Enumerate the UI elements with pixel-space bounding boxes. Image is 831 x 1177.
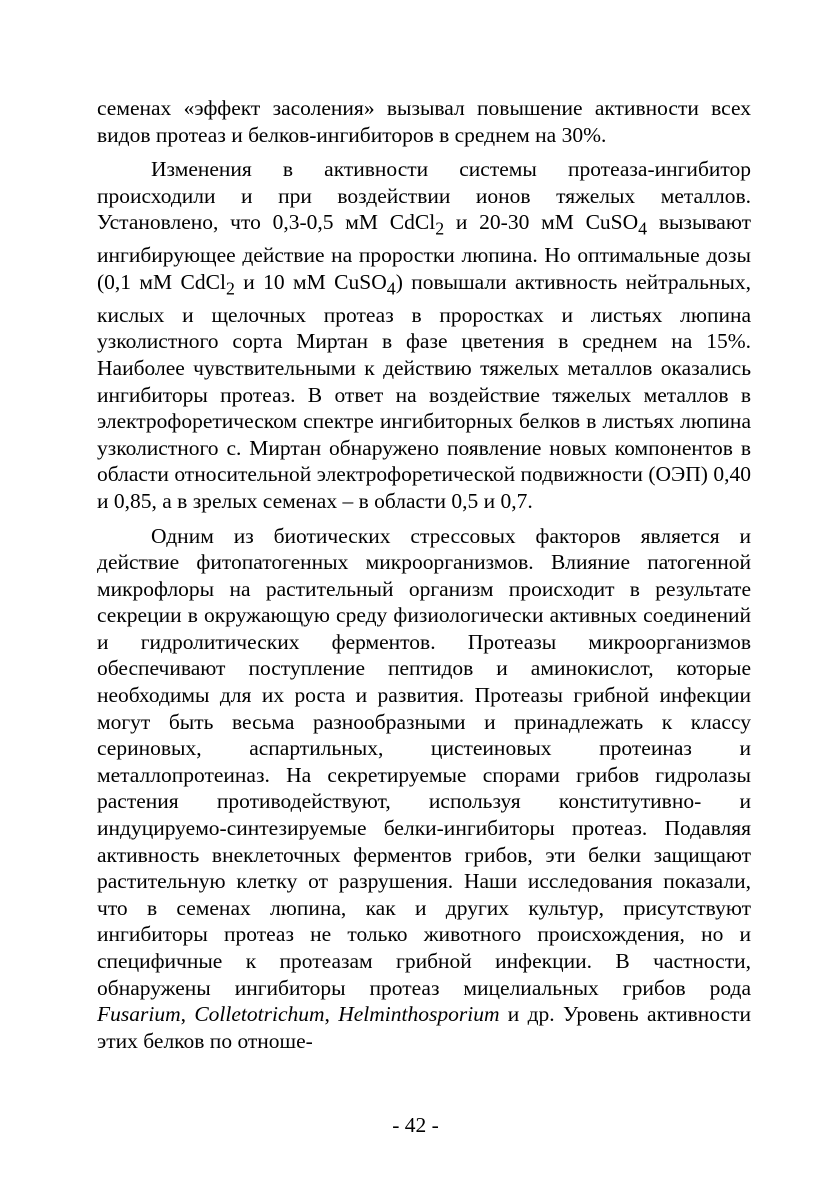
paragraph-3-text-b: и др. Уровень активности этих белков по отноше-: [97, 1002, 752, 1053]
subscript: 2: [225, 278, 235, 299]
subscript: 4: [638, 218, 648, 239]
page-number: - 42 -: [392, 1113, 439, 1137]
subscript: 4: [386, 278, 396, 299]
separator: ,: [180, 1002, 195, 1027]
separator: ,: [324, 1002, 339, 1027]
paragraph-1: [97, 95, 751, 148]
paragraph-2: [97, 156, 751, 514]
paragraph-2-text-b: и 20-30 мМ CuSO: [444, 210, 639, 235]
page-body: [97, 95, 751, 1054]
genus-name-helminthosporium: Helminthosporium: [338, 1002, 500, 1027]
genus-name-fusarium: Fusarium: [97, 1002, 181, 1027]
paragraph-2-text-c: вызывают ингибирующее действие на проростки люпина. Но оптимальные дозы (0,1 мМ CdCl: [97, 210, 752, 294]
paragraph-2-text-a: Изменения в активности системы протеаза-ингибитор происходили и при воздействии ионов тяжелых металлов. Установлено, что 0,3-0,5 мМ CdCl: [97, 157, 751, 235]
paragraph-3-text-a: Одним из биотических стрессовых факторов является и действие фитопатогенных микроорганизмов. Влияние патогенной микрофлоры на растительный организм происходит в результате секреции в окружающую среду физиологически активных соединений и гидролитических ферментов. Протеазы микроорганизмов обеспечивают поступление пептидов и аминокислот, которые необходимы для их роста и развития. Протеазы грибной инфекции могут быть весьма разнообразными и принадлежать к классу сериновых, аспартильных, цистеиновых протеиназ и металлопротеиназ. На секретируемые спорами грибов гидролазы растения противодействуют, используя конститутивно- и индуцируемо-синтезируемые белки-ингибиторы протеаз. Подавляя активность внеклеточных ферментов грибов, эти белки защищают растительную клетку от разрушения. Наши исследования показали, что в семенах люпина, как и других культур, присутствуют ингибиторы протеаз не только животного происхождения, но и специфичные к протеазам грибной инфекции. В частности, обнаружены ингибиторы протеаз мицелиальных грибов рода: [97, 523, 751, 1000]
paragraph-2-text-d: и 10 мМ CuSO: [234, 269, 387, 294]
paragraph-2-text-e: ) повышали активность нейтральных, кислых и щелочных протеаз в проростках и листьях люпина узколистного сорта Миртан в фазе цветения в среднем на 15%. Наиболее чувствительными к действию тяжелых металлов оказались ингибиторы протеаз. В ответ на воздействие тяжелых металлов в электрофоретическом спектре ингибиторных белков в листьях люпина узколистного с. Миртан обнаружено появление новых компонентов в области относительной электрофоретической подвижности (ОЭП) 0,40 и 0,85, а в зрелых семенах – в области 0,5 и 0,7.: [97, 269, 751, 513]
paragraph-3: [97, 523, 751, 1055]
paragraph-1-text: семенах «эффект засоления» вызывал повышение активности всех видов протеаз и белков-ингибиторов в среднем на 30%.: [97, 96, 751, 147]
subscript: 2: [435, 218, 445, 239]
genus-name-colletotrichum: Colletotrichum: [194, 1002, 325, 1027]
